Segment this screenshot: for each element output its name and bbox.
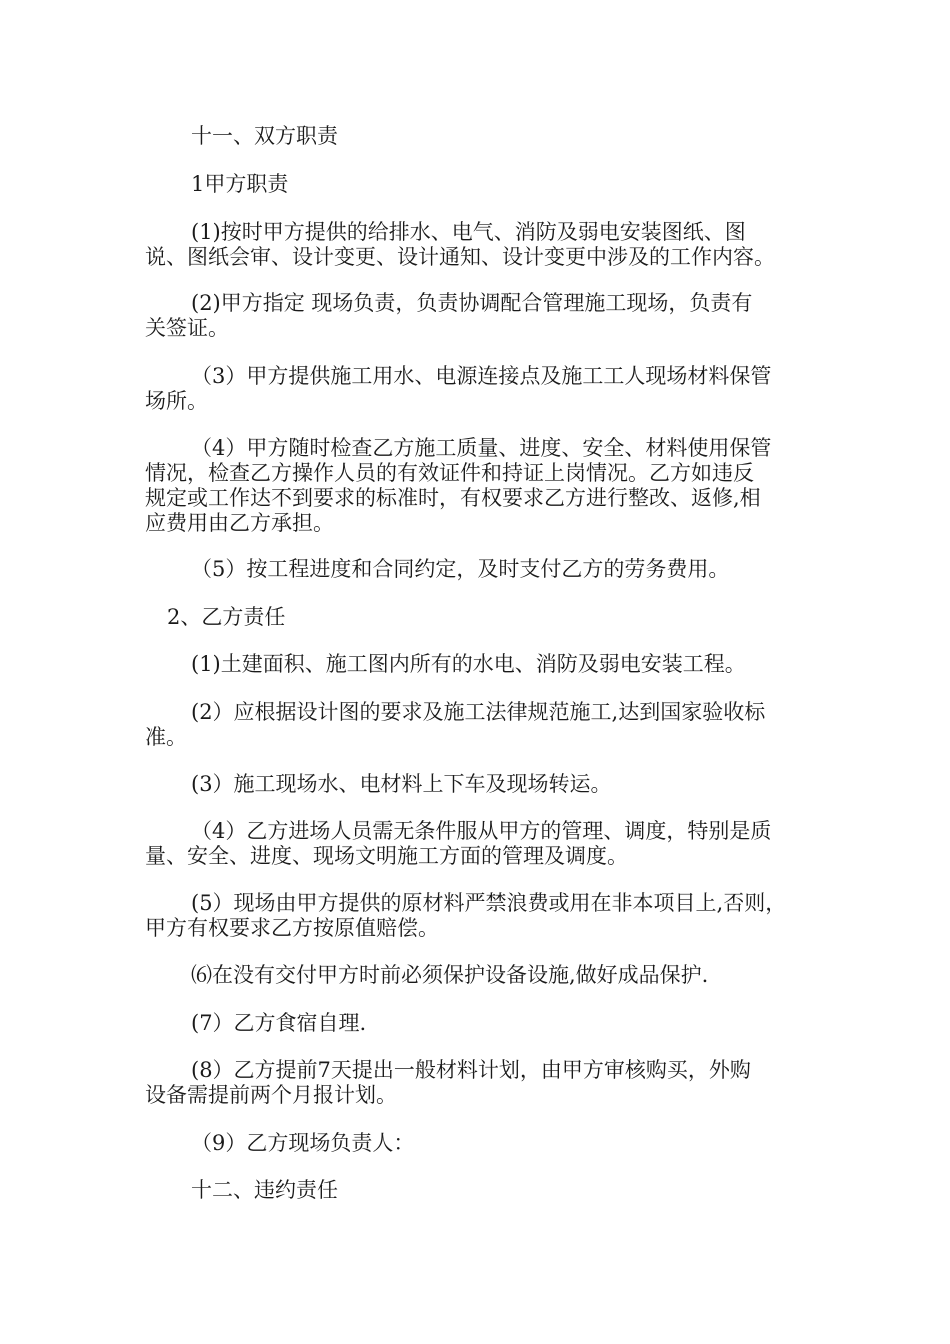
- party-a-item-5: [145, 557, 825, 582]
- text-line: 场所。: [145, 389, 208, 413]
- party-b-item-3: [145, 772, 825, 797]
- text-line: 十一、双方职责: [191, 124, 338, 148]
- text-line: ⑹在没有交付甲方时前必须保护设备设施,做好成品保护.: [191, 963, 709, 987]
- party-b-item-2: [145, 700, 825, 750]
- text-line: 2、乙方责任: [167, 605, 286, 629]
- section-11-heading: [145, 124, 825, 149]
- text-line: (1)按时甲方提供的给排水、电气、消防及弱电安装图纸、图: [191, 220, 746, 244]
- section-12-heading: [145, 1178, 825, 1203]
- party-a-item-4: [145, 436, 825, 536]
- text-line: (2)甲方指定 现场负责，负责协调配合管理施工现场，负责有: [191, 291, 753, 315]
- text-line: （4）乙方进场人员需无条件服从甲方的管理、调度，特别是质: [191, 819, 772, 843]
- party-b-item-4: [145, 819, 825, 869]
- text-line: 应费用由乙方承担。: [145, 511, 334, 535]
- party-a-item-3: [145, 364, 825, 414]
- text-line: (5）现场由甲方提供的原材料严禁浪费或用在非本项目上,否则，: [191, 891, 787, 915]
- party-b-heading: [145, 605, 825, 630]
- text-line: 关签证。: [145, 316, 229, 340]
- text-line: 情况，检查乙方操作人员的有效证件和持证上岗情况。乙方如违反: [145, 461, 754, 485]
- text-line: （9）乙方现场负责人：: [191, 1131, 415, 1155]
- party-b-item-6: [145, 963, 825, 988]
- text-line: （5）按工程进度和合同约定，及时支付乙方的劳务费用。: [191, 557, 730, 581]
- party-a-item-2: [145, 291, 825, 341]
- party-b-item-5: [145, 891, 825, 941]
- party-b-item-7: [145, 1011, 825, 1036]
- party-a-item-1: [145, 220, 825, 270]
- text-line: 十二、违约责任: [191, 1178, 338, 1202]
- text-line: （3）甲方提供施工用水、电源连接点及施工工人现场材料保管: [191, 364, 772, 388]
- text-line: (8）乙方提前7天提出一般材料计划，由甲方审核购买，外购: [191, 1058, 751, 1082]
- text-line: 甲方有权要求乙方按原值赔偿。: [145, 916, 439, 940]
- text-line: (3）施工现场水、电材料上下车及现场转运。: [191, 772, 612, 796]
- text-line: 说、图纸会审、设计变更、设计通知、设计变更中涉及的工作内容。: [145, 245, 775, 269]
- text-line: (2）应根据设计图的要求及施工法律规范施工,达到国家验收标: [191, 700, 766, 724]
- text-line: （4）甲方随时检查乙方施工质量、进度、安全、材料使用保管: [191, 436, 772, 460]
- text-line: (7）乙方食宿自理.: [191, 1011, 367, 1035]
- text-line: 准。: [145, 725, 187, 749]
- party-b-item-1: [145, 652, 825, 677]
- text-line: 1甲方职责: [191, 172, 289, 196]
- text-line: 量、安全、进度、现场文明施工方面的管理及调度。: [145, 844, 628, 868]
- party-b-item-8: [145, 1058, 825, 1108]
- party-b-item-9: [145, 1131, 825, 1156]
- party-a-heading: [145, 172, 825, 197]
- text-line: 规定或工作达不到要求的标准时，有权要求乙方进行整改、返修,相: [145, 486, 761, 510]
- text-line: (1)土建面积、施工图内所有的水电、消防及弱电安装工程。: [191, 652, 746, 676]
- text-line: 设备需提前两个月报计划。: [145, 1083, 397, 1107]
